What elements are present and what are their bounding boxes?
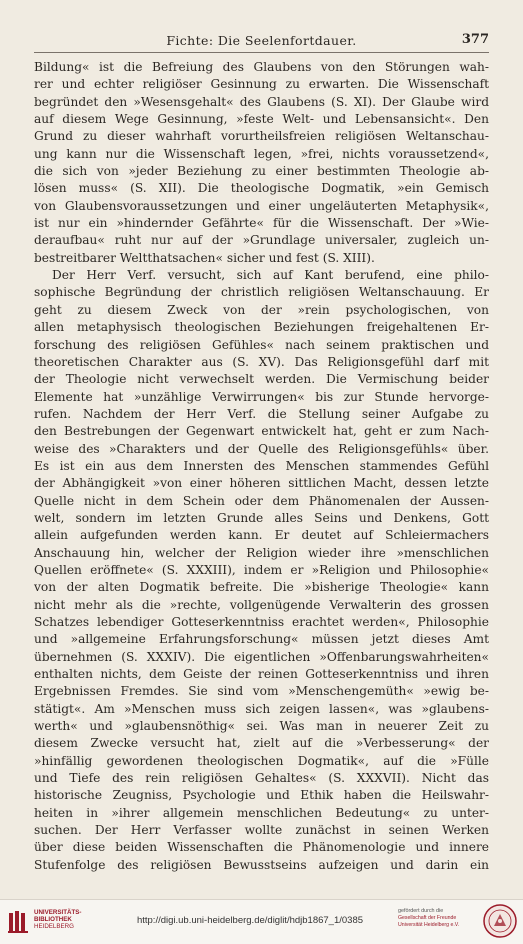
text-line: Schatzes lebendiger Gotteserkenntniss erachtet werden«, Philosophie [34, 615, 489, 629]
text-line: von der alten Dogmatik befreite. Die »bisherige Theologie« kann [34, 580, 489, 595]
text-line: begründet den »Wesensgehalt« des Glaubens (S. XI). Der Glaube wird [34, 94, 489, 109]
text-line: von Glaubensvoraussetzungen und einer ungeläuterten Metaphysik«, [34, 198, 489, 213]
funding-note: gefördert durch die Gesellschaft der Freunde Universität Heidelberg e.V. [398, 908, 460, 928]
text-line: der Theologie nicht verwechselt werden. Die Vermischung beider [34, 372, 489, 387]
text-line: bestreitbarer Weltthatsachen« sicher und fest (S. XIII). [34, 250, 375, 265]
text-line: übernehmen (S. XXXIV). Die eigentlichen »Offenbarungswahrheiten« [34, 649, 489, 664]
university-library-logo-icon [8, 910, 30, 934]
text-line: Grund zu dieser wahrhaft vorurtheilsfreien religiösen Weltanschau- [34, 129, 489, 144]
text-line: stätigt«. Am »Menschen muss sich zeigen lassen«, was »glaubens- [34, 701, 489, 716]
text-line: Quelle nicht in dem Schein oder dem Phänomenalen der Aussen- [34, 493, 489, 508]
text-line: »hinfällig gewordenen theologischen Dogmatik«, auf die »Fülle [34, 753, 489, 768]
text-line: lösen muss« (S. XII). Die theologische Dogmatik, »ein Gemisch [34, 181, 489, 196]
text-line: ist nur ein »hindernder Gefährte« für die Wissenschaft. Der »Wie- [34, 216, 489, 231]
page-number: 377 [461, 32, 489, 47]
text-line: und Tiefe des rein religiösen Gehaltes« (S. XXXVII). Nicht das [34, 771, 489, 786]
text-line: suchen. Der Herr Verfasser wollte zunächst in seinen Werken [34, 823, 489, 838]
body-text [34, 59, 489, 874]
text-line: theoretischen Charakter aus (S. XV). Das Religionsgefühl darf mit [34, 354, 489, 369]
text-line: rufen. Nachdem der Herr Verf. die Stellung seiner Aufgabe zu [34, 406, 489, 421]
text-line: Stufenfolge des religiösen Bewusstseins aufzeigen und darin ein [34, 857, 489, 872]
text-line: der Abhängigkeit »von einer höheren sittlichen Macht, dessen letzte [34, 476, 489, 491]
text-line: Ergebnissen Fremdes. Sie sind vom »Menschengemüth« »ewig be- [34, 684, 489, 699]
digital-library-link[interactable]: http://digi.ub.uni-heidelberg.de/diglit/hdjb1867_1/0385 [136, 915, 364, 926]
text-line: allein aufgefunden werden kann. Er deutet auf Schleiermachers [34, 528, 489, 543]
text-line: über diese beiden Wissenschaften die Phänomenologie und innere [34, 840, 489, 855]
text-line: historische Zeugniss, Psychologie und Ethik haben die Heilswahr- [34, 788, 489, 803]
text-line: deraufbau« ruht nur auf der »Grundlage universaler, zugleich un- [34, 233, 489, 248]
text-line: diesem Zwecke versucht hat, zielt auf die »Verbesserung« der [34, 736, 489, 751]
text-line: den Bestrebungen der Gegenwart entwickelt hat, geht er zum Nach- [34, 424, 489, 439]
text-line: enthalten nichts, dem Geiste der reinen Gotteserkenntniss und ihren [34, 667, 489, 682]
text-line: forschung des religiösen Gefühles« nach seinem praktischen und [34, 337, 489, 352]
text-line: ung kann nur die Wissenschaft legen, »frei, nichts voraussetzend«, [34, 146, 489, 161]
text-line: auf diesem Wege Gesinnung, »feste Welt- und Lebensansicht«. Den [34, 112, 489, 127]
text-line: Der Herr Verf. versucht, sich auf Kant berufend, eine philo- [52, 268, 489, 283]
text-line: welt, sondern im letzten Grunde alles Seins und Denkens, Gott [34, 510, 489, 525]
text-line: Anschauung hin, welcher der Religion wieder ihre »menschlichen [34, 545, 489, 560]
text-line: Es ist ein aus dem Innersten des Menschen stammendes Gefühl [34, 458, 489, 473]
text-line: werth« und »glaubensnöthig« sei. Was man in neuerer Zeit zu [34, 719, 489, 734]
text-line: weise des »Charakters und der Quelle des Religionsgefühls« über. [34, 441, 489, 456]
text-line: rer und echter religiöser Gesinnung zu erwarten. Die Wissenschaft [34, 77, 489, 92]
text-line: nicht mehr als die »rechte, vollgenügende Verwalterin des grossen [34, 597, 489, 612]
text-line: Bildung« ist die Befreiung des Glaubens von den Störungen wah- [34, 60, 489, 74]
text-line: Quellen eröffnete« (S. XXXIII), indem er »Religion und Philosophie« [34, 562, 489, 577]
header-rule [34, 52, 489, 53]
text-line: und »allgemeine Erfahrungsforschung« müssen jetzt dieses Amt [34, 632, 489, 647]
text-line: sophische Begründung der christlich religiösen Weltanschauung. Er [34, 285, 489, 300]
university-seal-icon [483, 904, 517, 938]
text-line: die sich von »jeder Beziehung zu einer bestimmten Theologie ab- [34, 164, 489, 179]
running-title: Fichte: Die Seelenfortdauer. [166, 33, 357, 48]
running-header [34, 30, 489, 50]
text-line: Elemente hat »unzählige Verwirrungen« bis zur Stunde hervorge- [34, 389, 489, 404]
footer-bar [0, 899, 523, 944]
text-line: heiten in »ihrer allgemein menschlichen Bedeutung« zu unter- [34, 805, 489, 820]
text-line: allen metaphysisch theologischen Beziehungen freigehaltenen Er- [34, 320, 489, 335]
library-name: UNIVERSITÄTS- BIBLIOTHEK HEIDELBERG [34, 909, 82, 930]
text-line: geht zu diesem Zweck von der »rein psychologischen, von [34, 302, 489, 317]
